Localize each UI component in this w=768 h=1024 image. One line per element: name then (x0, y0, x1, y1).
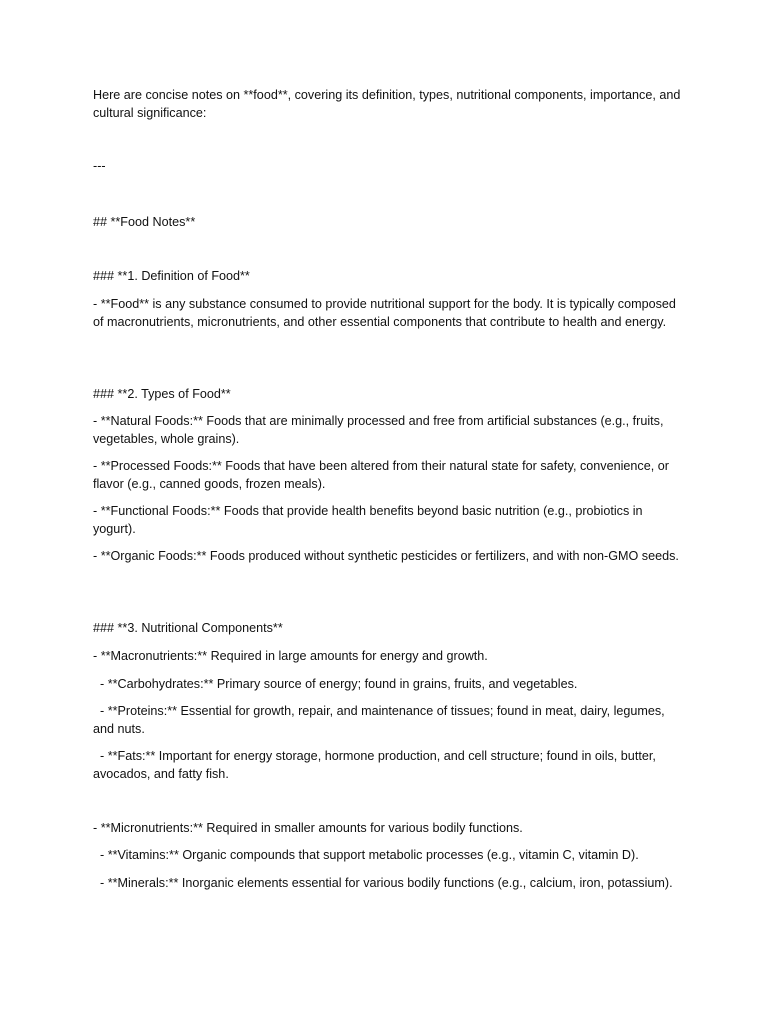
section-2-item: - **Organic Foods:** Foods produced without synthetic pesticides or fertilizers, and with non-GMO seeds. (93, 549, 679, 563)
intro-paragraph: Here are concise notes on **food**, covering its definition, types, nutritional components, importance, and cultural significance: (93, 88, 684, 120)
section-3-subitem: - **Carbohydrates:** Primary source of energy; found in grains, fruits, and vegetables. (93, 677, 578, 691)
section-3-subitem: - **Fats:** Important for energy storage, hormone production, and cell structure; found in oils, butter, avocados, and fatty fish. (93, 749, 660, 781)
separator-line: --- (93, 159, 106, 173)
main-heading: ## **Food Notes** (93, 215, 196, 229)
section-2-item: - **Natural Foods:** Foods that are minimally processed and free from artificial substances (e.g., fruits, vegetables, whole grains). (93, 414, 667, 446)
section-3-item: - **Macronutrients:** Required in large amounts for energy and growth. (93, 649, 488, 663)
section-1-heading: ### **1. Definition of Food** (93, 269, 250, 283)
section-2-item: - **Processed Foods:** Foods that have been altered from their natural state for safety, convenience, or flavor (e.g., canned goods, frozen meals). (93, 459, 673, 491)
section-3-subitem: - **Vitamins:** Organic compounds that support metabolic processes (e.g., vitamin C, vitamin D). (93, 848, 639, 862)
section-2-item: - **Functional Foods:** Foods that provide health benefits beyond basic nutrition (e.g., probiotics in yogurt). (93, 504, 647, 536)
section-1-item: - **Food** is any substance consumed to provide nutritional support for the body. It is typically composed of macronutrients, micronutrients, and other essential components that contribute to health and energy. (93, 297, 680, 329)
section-3-heading: ### **3. Nutritional Components** (93, 621, 283, 635)
section-3-subitem: - **Minerals:** Inorganic elements essential for various bodily functions (e.g., calcium, iron, potassium). (93, 876, 673, 890)
section-2-heading: ### **2. Types of Food** (93, 387, 231, 401)
section-3-item: - **Micronutrients:** Required in smaller amounts for various bodily functions. (93, 821, 523, 835)
section-3-subitem: - **Proteins:** Essential for growth, repair, and maintenance of tissues; found in meat, dairy, legumes, and nuts. (93, 704, 669, 736)
